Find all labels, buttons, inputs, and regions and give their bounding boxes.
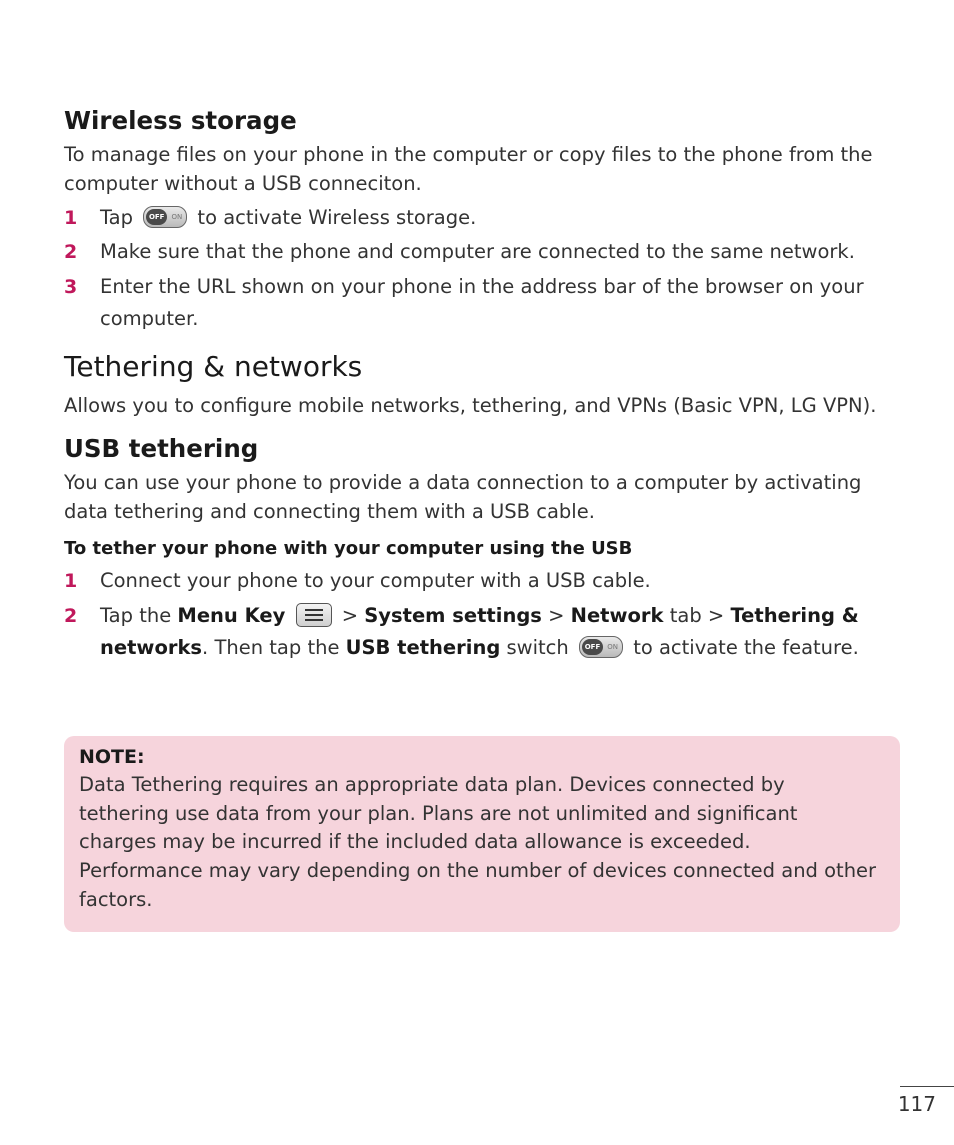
toggle-on-label: ON: [171, 212, 183, 221]
note-box: [64, 736, 900, 932]
step-text: switch: [506, 636, 569, 659]
page-number-rule: [900, 1086, 954, 1087]
step-text: Tap: [100, 206, 134, 229]
list-item: [64, 236, 900, 268]
step-number: 3: [64, 276, 78, 298]
note-label: NOTE:: [79, 746, 145, 768]
list-item: [64, 271, 900, 335]
step-text: tab: [669, 604, 702, 627]
tethering-networks-label: Tethering & networks: [100, 604, 859, 659]
usb-tethering-intro: You can use your phone to provide a data connection to a computer by activating data tethering and connecting them with a USB cable.: [64, 471, 862, 523]
step-number: 1: [64, 207, 78, 229]
toggle-on-label: ON: [607, 642, 618, 651]
toggle-off-label: OFF: [582, 639, 603, 655]
menu-key-label: Menu Key: [177, 604, 286, 627]
usb-steps: [64, 565, 900, 664]
usb-tethering-heading: USB tethering: [64, 434, 259, 463]
toggle-switch-icon: [143, 206, 187, 228]
note-text: Data Tethering requires an appropriate data plan. Devices connected by tethering use data from your plan. Plans are not unlimited and significant charges may be incurred if the included data allowance is exceeded. Performance may vary depending on the number of devices connected and other factors.: [79, 773, 877, 911]
step-text: Connect your phone to your computer with a USB cable.: [100, 569, 651, 592]
menu-key-icon: [296, 603, 332, 627]
step-text: >: [707, 604, 725, 627]
network-label: Network: [570, 604, 664, 627]
step-text: Make sure that the phone and computer are connected to the same network.: [100, 240, 855, 263]
usb-task-heading: To tether your phone with your computer using the USB: [64, 538, 633, 559]
tethering-networks-heading: Tethering & networks: [64, 350, 363, 383]
wireless-storage-heading: Wireless storage: [64, 106, 297, 135]
step-number: 2: [64, 605, 78, 627]
tethering-networks-intro: Allows you to configure mobile networks, tethering, and VPNs (Basic VPN, LG VPN).: [64, 394, 877, 417]
step-number: 2: [64, 241, 78, 263]
step-text: . Then tap the: [202, 636, 340, 659]
toggle-switch-icon: [579, 636, 623, 658]
step-number: 1: [64, 570, 78, 592]
list-item: [64, 600, 900, 664]
step-text: Tap the: [100, 604, 172, 627]
step-text: to activate Wireless storage.: [197, 206, 477, 229]
system-settings-label: System settings: [364, 604, 542, 627]
toggle-off-label: OFF: [146, 209, 167, 225]
step-text: to activate the feature.: [633, 636, 859, 659]
list-item: [64, 201, 900, 235]
wireless-steps: [64, 201, 900, 335]
wireless-storage-intro: To manage files on your phone in the computer or copy files to the phone from the computer without a USB conneciton.: [64, 143, 873, 195]
page-content: [64, 104, 900, 664]
list-item: [64, 565, 900, 597]
step-text: Enter the URL shown on your phone in the address bar of the browser on your computer.: [100, 275, 864, 330]
step-text: >: [548, 604, 565, 627]
page-number: 117: [897, 1092, 936, 1116]
usb-tethering-label: USB tethering: [345, 636, 501, 659]
step-text: >: [341, 604, 359, 627]
